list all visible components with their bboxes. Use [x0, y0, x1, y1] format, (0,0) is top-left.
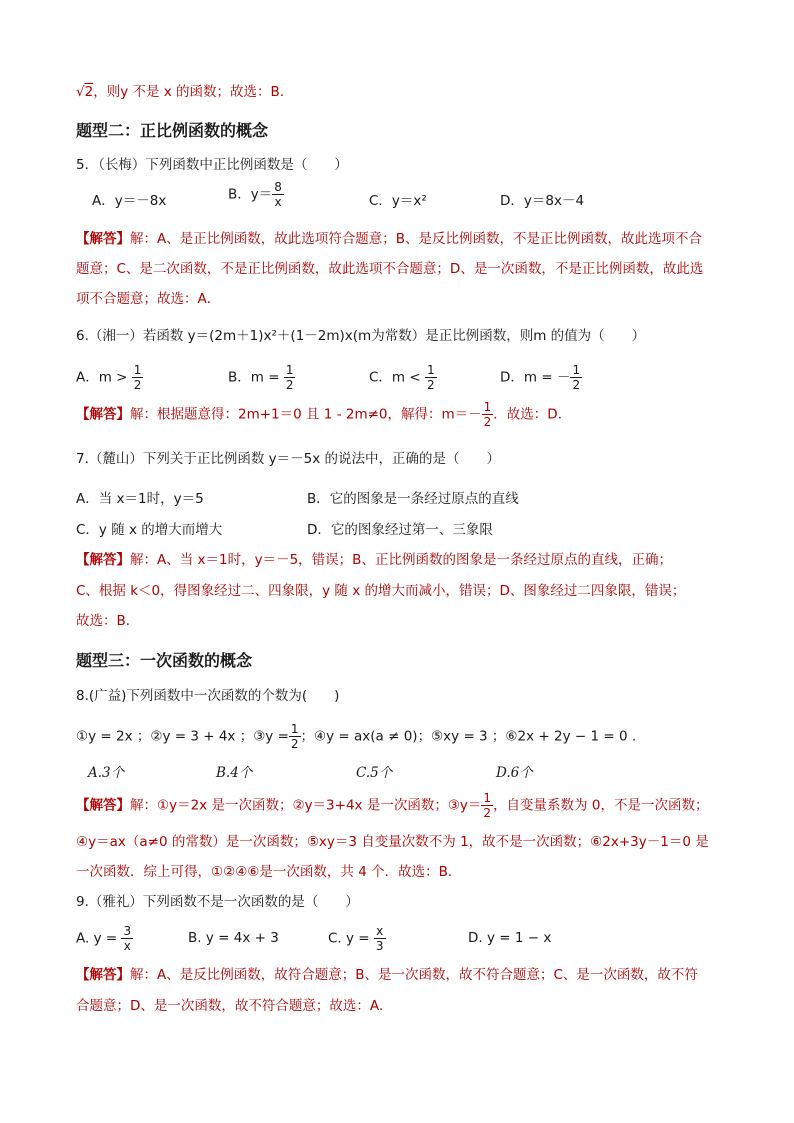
- q9-option-b: B. y = 4x + 3: [188, 930, 279, 946]
- q8-answer-fraction: [481, 791, 493, 820]
- prev-answer-tail: √2，则y 不是 x 的函数；故选：B．: [76, 84, 294, 100]
- q5-answer-line-2: 题意；C、是二次函数，不是正比例函数，故此选项不合题意；D、是一次函数，不是正比例函数，故此选: [76, 261, 704, 277]
- q7-answer-line-2: C、根据 k＜0，得图象经过二、四象限，y 随 x 的增大而减小，错误；D、图象经过二四象限，错误；: [76, 583, 686, 599]
- q9-option-d: D. y = 1 − x: [468, 930, 552, 946]
- q8-items-num: 1: [290, 722, 299, 736]
- q8-option-d: D.6个: [496, 765, 533, 781]
- q9-c-den: 3: [375, 939, 384, 953]
- q9-stem: 9.（雅礼）下列函数不是一次函数的是（ ）: [76, 894, 359, 910]
- q7-option-b: B．它的图象是一条经过原点的直线: [307, 491, 519, 507]
- q6-b-fraction: [284, 363, 296, 392]
- q9-answer-line-1: [76, 965, 698, 985]
- q6-option-d: [500, 363, 582, 392]
- q6-d-fraction: [570, 363, 582, 392]
- q8-ans-den: 2: [483, 806, 492, 820]
- q5-stem: 5．（长梅）下列函数中正比例函数是（ ）: [76, 157, 348, 173]
- section-heading-2: 题型二：正比例函数的概念: [76, 121, 269, 140]
- q7-option-c: C．y 随 x 的增大而增大: [76, 522, 223, 538]
- q6-answer-text-a: 解：根据题意得：2m+1＝0 且 1 - 2m≠0，解得：m＝－: [130, 406, 482, 423]
- q6-a-num: 1: [133, 363, 142, 377]
- q5-b-den: x: [274, 195, 282, 209]
- q7-answer-line-1: [76, 550, 672, 570]
- q8-option-c: C.5个: [356, 765, 393, 781]
- q5-answer-line-3: 项不合题意；故选：A．: [76, 291, 221, 307]
- q5-answer-line-1: [76, 229, 702, 249]
- q9-a-num: 3: [123, 924, 132, 938]
- q8-items: [76, 722, 636, 751]
- q5-option-c: C．y＝x²: [369, 193, 427, 209]
- q6-option-b: [228, 363, 295, 392]
- q7-answer-line-3: 故选：B．: [76, 613, 140, 629]
- q6-b-num: 1: [285, 363, 294, 377]
- q5-option-b: [228, 180, 284, 209]
- q6-answer-text-b: ．故选：D．: [493, 406, 572, 423]
- q6-c-fraction: [425, 363, 437, 392]
- q5-option-b-prefix: B．y＝: [228, 186, 273, 203]
- q8-answer-line-3: 一次函数．综上可得，①②④⑥是一次函数，共 4 个．故选：B．: [76, 864, 462, 880]
- q8-items-a: ①y = 2x ；②y = 3 + 4x ；③y =: [76, 728, 289, 745]
- q8-answer-line-2: ④y＝ax（a≠0 的常数）是一次函数；⑤xy＝3 自变量次数不为 1，故不是一次函数；⑥2x+3y－1＝0 是: [76, 834, 709, 850]
- q5-option-a: A．y＝－8x: [92, 193, 167, 209]
- q6-d-den: 2: [572, 378, 581, 392]
- q6-ans-num: 1: [483, 400, 492, 414]
- q9-option-a: [76, 924, 133, 953]
- q5-answer-label: 【解答】: [76, 231, 130, 247]
- q9-c-fraction: [374, 924, 386, 953]
- q8-answer-label: 【解答】: [76, 797, 130, 814]
- q9-c-num: x: [374, 924, 386, 939]
- q9-a-fraction: [121, 924, 133, 953]
- q6-d-prefix: D．m = －: [500, 369, 571, 386]
- q9-c-prefix: C. y =: [328, 930, 370, 947]
- q6-option-a: [76, 363, 143, 392]
- q6-answer-label: 【解答】: [76, 406, 130, 423]
- q6-answer-fraction: [482, 400, 494, 429]
- q6-c-prefix: C．m <: [369, 369, 421, 386]
- q6-a-den: 2: [133, 378, 142, 392]
- q7-answer-label: 【解答】: [76, 552, 130, 568]
- q6-d-num: 1: [572, 363, 581, 377]
- q9-answer-line-2: 合题意；D、是一次函数，故不符合题意；故选：A.: [76, 998, 384, 1014]
- q9-a-prefix: A. y =: [76, 930, 118, 947]
- q7-option-a: A．当 x＝1时，y＝5: [76, 491, 204, 507]
- q5-option-d: D．y＝8x－4: [500, 193, 585, 209]
- q6-a-prefix: A．m >: [76, 369, 128, 386]
- q7-stem: 7.（麓山）下列关于正比例函数 y＝－5x 的说法中，正确的是（ ）: [76, 451, 501, 467]
- q7-answer-text-1: 解：A、当 x＝1时，y＝－5，错误；B、正比例函数的图象是一条经过原点的直线，正确；: [130, 552, 672, 568]
- q6-c-den: 2: [426, 378, 435, 392]
- q6-c-num: 1: [426, 363, 435, 377]
- q5-answer-text-1: 解：A、是正比例函数，故此选项符合题意；B、是反比例函数，不是正比例函数，故此选项不合: [130, 231, 702, 247]
- q8-ans-num: 1: [483, 791, 492, 805]
- q6-b-den: 2: [285, 378, 294, 392]
- q9-option-c: [328, 924, 386, 953]
- q6-ans-den: 2: [483, 415, 492, 429]
- q5-b-num: 8: [274, 180, 282, 194]
- q6-a-fraction: [132, 363, 144, 392]
- q9-answer-text-1: 解：A、是反比例函数，故符合题意；B、是一次函数，故不符合题意；C、是一次函数，故不符: [130, 967, 698, 983]
- q8-option-a: A.3个: [88, 765, 125, 781]
- q6-answer-line: [76, 400, 571, 429]
- q8-answer-text-1a: 解：①y＝2x 是一次函数；②y＝3+4x 是一次函数；③y＝: [130, 797, 482, 814]
- q9-a-den: x: [123, 939, 131, 953]
- q6-b-prefix: B．m =: [228, 369, 280, 386]
- sqrt-radicand: 2: [84, 84, 94, 100]
- q8-items-fraction: [289, 722, 301, 751]
- q8-items-b: ；④y = ax(a ≠ 0)；⑤xy = 3 ；⑥2x + 2y − 1 = 0 .: [300, 728, 637, 745]
- section-heading-3: 题型三：一次函数的概念: [76, 651, 253, 670]
- q6-option-c: [369, 363, 437, 392]
- q8-answer-text-1b: ，自变量系数为 0，不是一次函数；: [493, 797, 709, 814]
- prev-answer-rest: ，则y 不是 x 的函数；故选：B．: [93, 84, 294, 100]
- q6-stem: 6.（湘一）若函数 y＝(2m＋1)x²＋(1－2m)x(m为常数）是正比例函数，则m 的值为（ ）: [76, 328, 646, 344]
- q8-stem: 8.(广益)下列函数中一次函数的个数为( ): [76, 688, 340, 704]
- q5-option-b-fraction: [272, 180, 284, 209]
- q8-option-b: B.4个: [216, 765, 253, 781]
- q8-answer-line-1: [76, 791, 708, 820]
- q9-answer-label: 【解答】: [76, 967, 130, 983]
- q7-option-d: D．它的图象经过第一、三象限: [307, 522, 493, 538]
- q8-items-den: 2: [290, 737, 299, 751]
